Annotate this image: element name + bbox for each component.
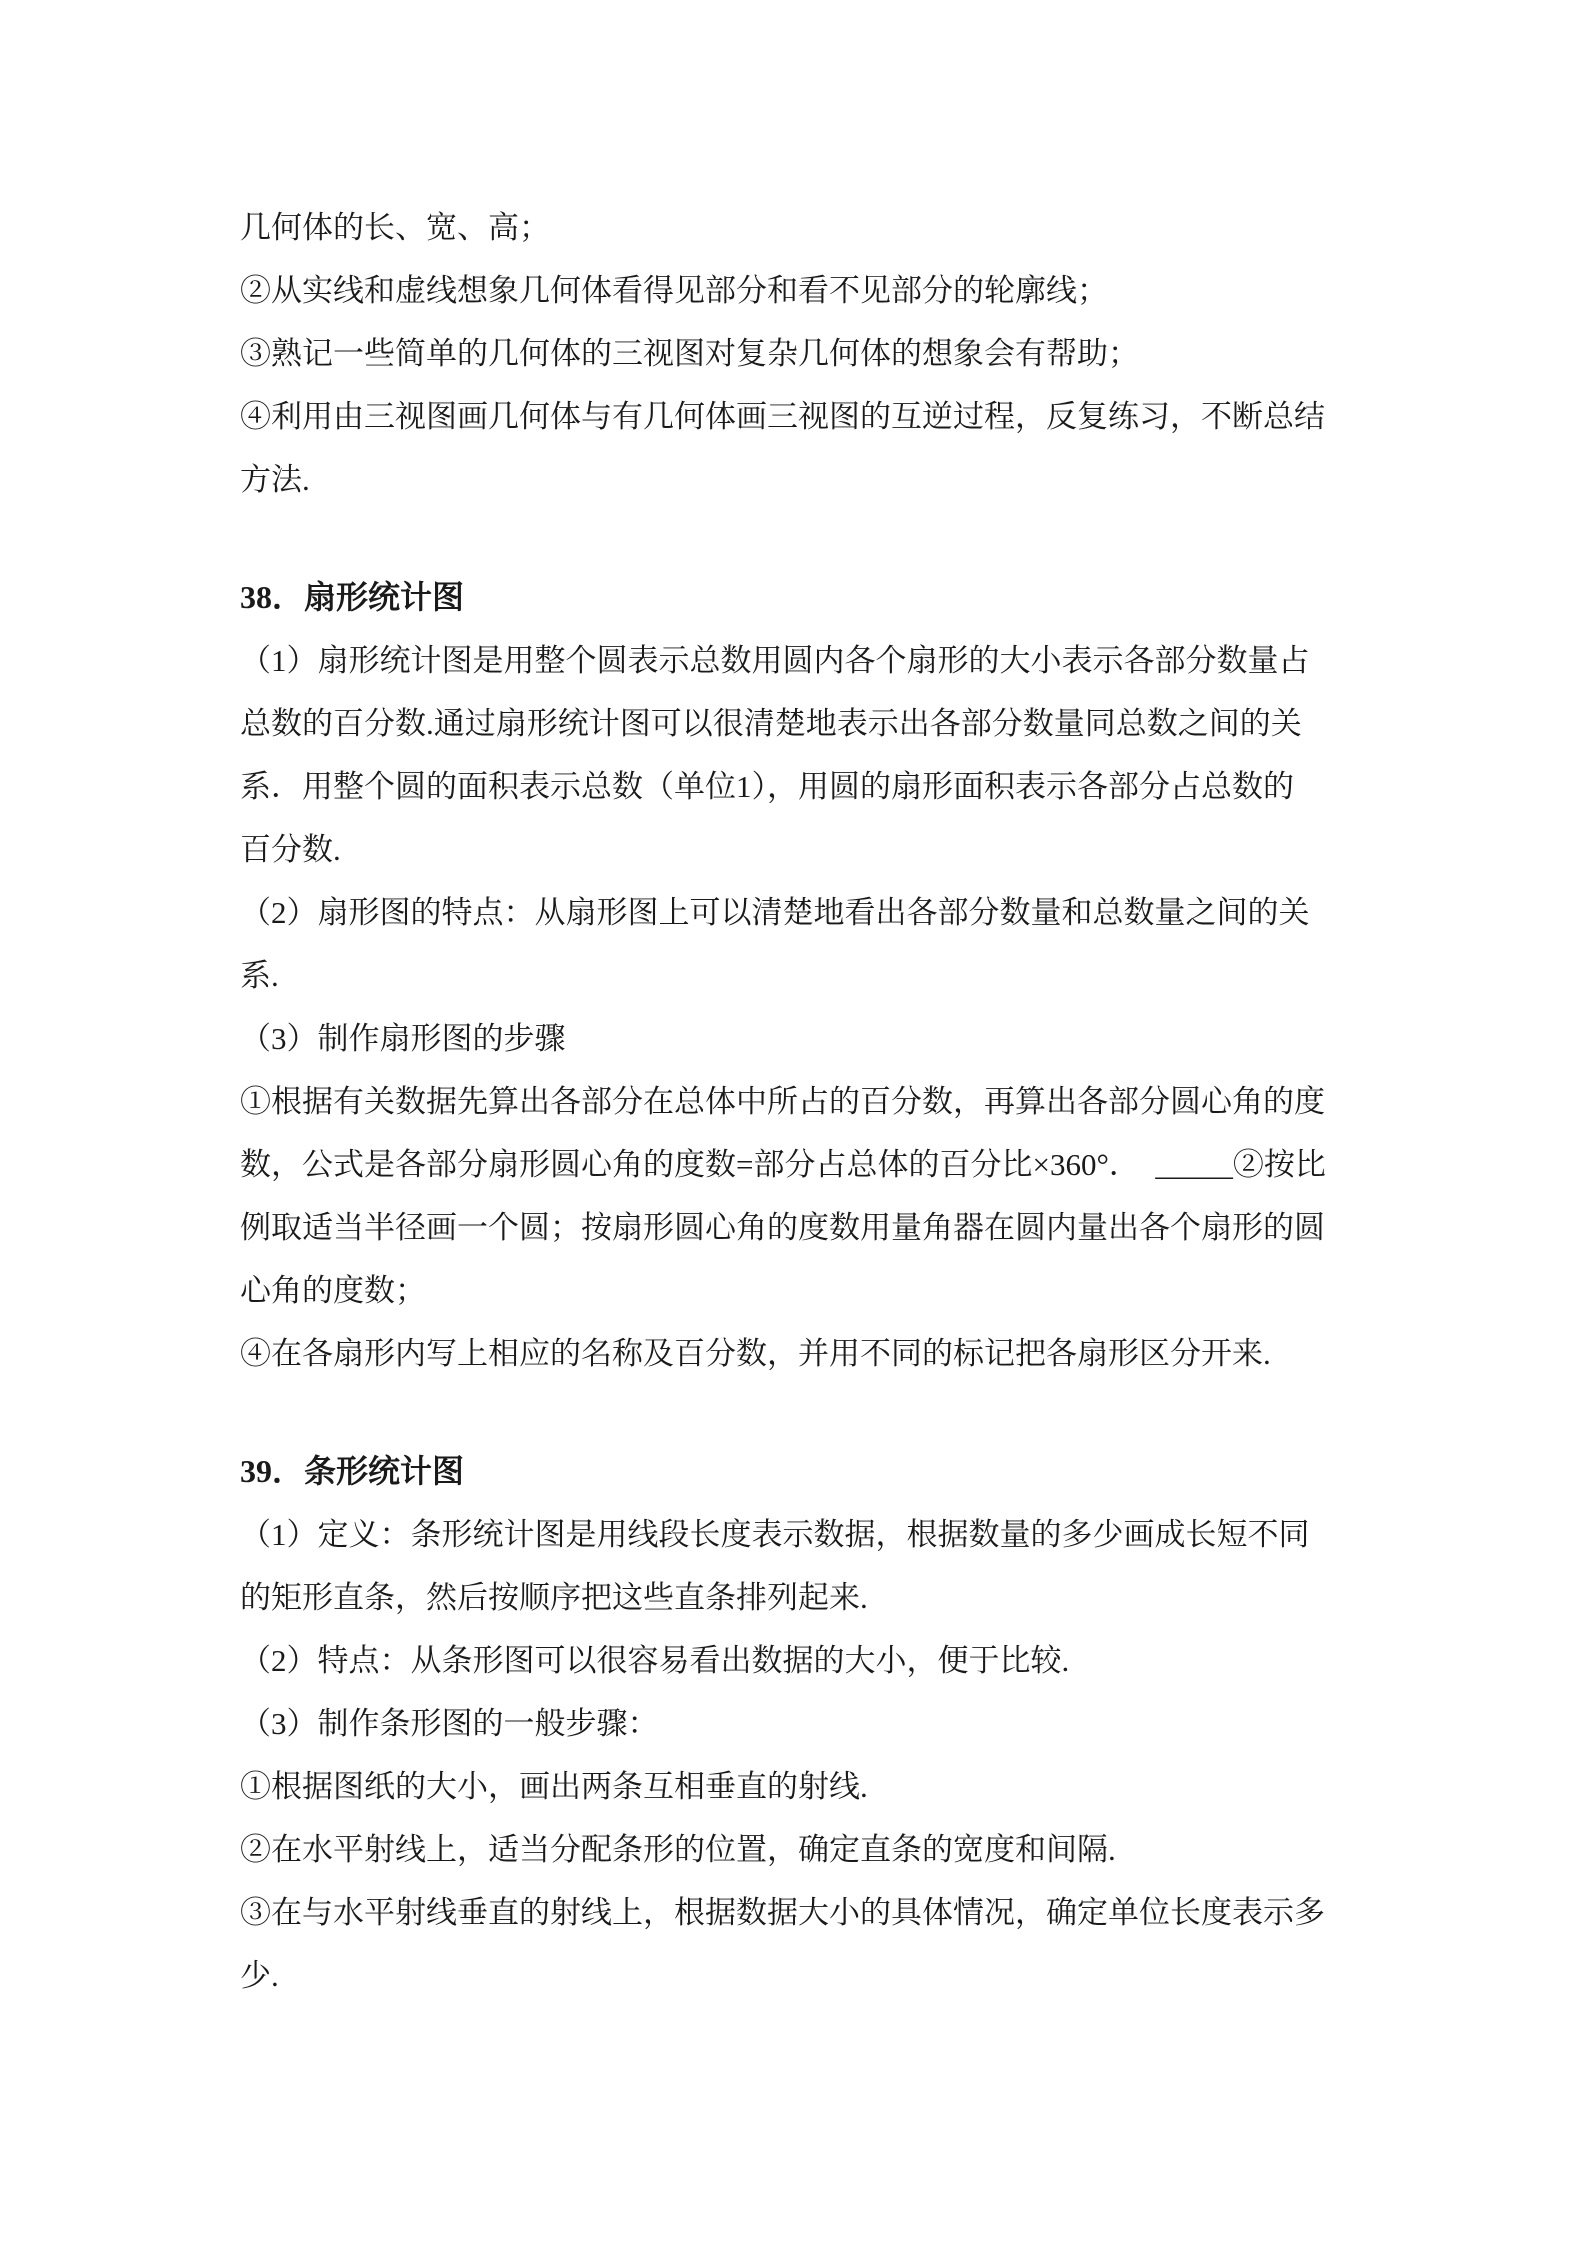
text-line: 百分数. <box>240 832 341 867</box>
text-line: 系．用整个圆的面积表示总数（单位1），用圆的扇形面积表示各部分占总数的 <box>240 769 1294 804</box>
text-line: ②从实线和虚线想象几何体看得见部分和看不见部分的轮廓线； <box>240 273 1108 308</box>
text-line: ④在各扇形内写上相应的名称及百分数，并用不同的标记把各扇形区分开来. <box>240 1336 1271 1371</box>
text-line: 方法. <box>240 462 310 497</box>
text-line: ②在水平射线上，适当分配条形的位置，确定直条的宽度和间隔. <box>240 1832 1116 1867</box>
text-line: （1）扇形统计图是用整个圆表示总数用圆内各个扇形的大小表示各部分数量占 <box>240 643 1310 678</box>
section-38-heading: 38．扇形统计图 <box>240 579 465 615</box>
text-line: （3）制作扇形图的步骤 <box>240 1021 566 1056</box>
text-line: 数，公式是各部分扇形圆心角的度数=部分占总体的百分比×360°． _____②按比 <box>240 1147 1326 1182</box>
text-line: （1）定义：条形统计图是用线段长度表示数据，根据数量的多少画成长短不同 <box>240 1517 1310 1552</box>
text-line: 少. <box>240 1958 279 1993</box>
text-line: 几何体的长、宽、高； <box>240 210 550 245</box>
text-line: 系. <box>240 958 279 993</box>
section-39-bar-chart <box>240 1440 1340 2007</box>
text-line: ①根据图纸的大小，画出两条互相垂直的射线. <box>240 1769 868 1804</box>
section-39-heading: 39．条形统计图 <box>240 1453 465 1489</box>
text-line: ①根据有关数据先算出各部分在总体中所占的百分数，再算出各部分圆心角的度 <box>240 1084 1325 1119</box>
section-38-pie-chart <box>240 566 1340 1385</box>
text-line: 总数的百分数.通过扇形统计图可以很清楚地表示出各部分数量同总数之间的关 <box>240 706 1302 741</box>
text-line: 心角的度数； <box>240 1273 426 1308</box>
text-line: （2）扇形图的特点：从扇形图上可以清楚地看出各部分数量和总数量之间的关 <box>240 895 1310 930</box>
text-line: 例取适当半径画一个圆；按扇形圆心角的度数用量角器在圆内量出各个扇形的圆 <box>240 1210 1325 1245</box>
text-line: ④利用由三视图画几何体与有几何体画三视图的互逆过程，反复练习，不断总结 <box>240 399 1325 434</box>
text-line: ③在与水平射线垂直的射线上，根据数据大小的具体情况，确定单位长度表示多 <box>240 1895 1325 1930</box>
text-line: （3）制作条形图的一般步骤： <box>240 1706 659 1741</box>
text-line: 的矩形直条，然后按顺序把这些直条排列起来. <box>240 1580 868 1615</box>
section-three-views-continuation <box>240 196 1340 511</box>
text-line: （2）特点：从条形图可以很容易看出数据的大小，便于比较. <box>240 1643 1070 1678</box>
text-line: ③熟记一些简单的几何体的三视图对复杂几何体的想象会有帮助； <box>240 336 1139 371</box>
document-content <box>240 196 1340 2007</box>
